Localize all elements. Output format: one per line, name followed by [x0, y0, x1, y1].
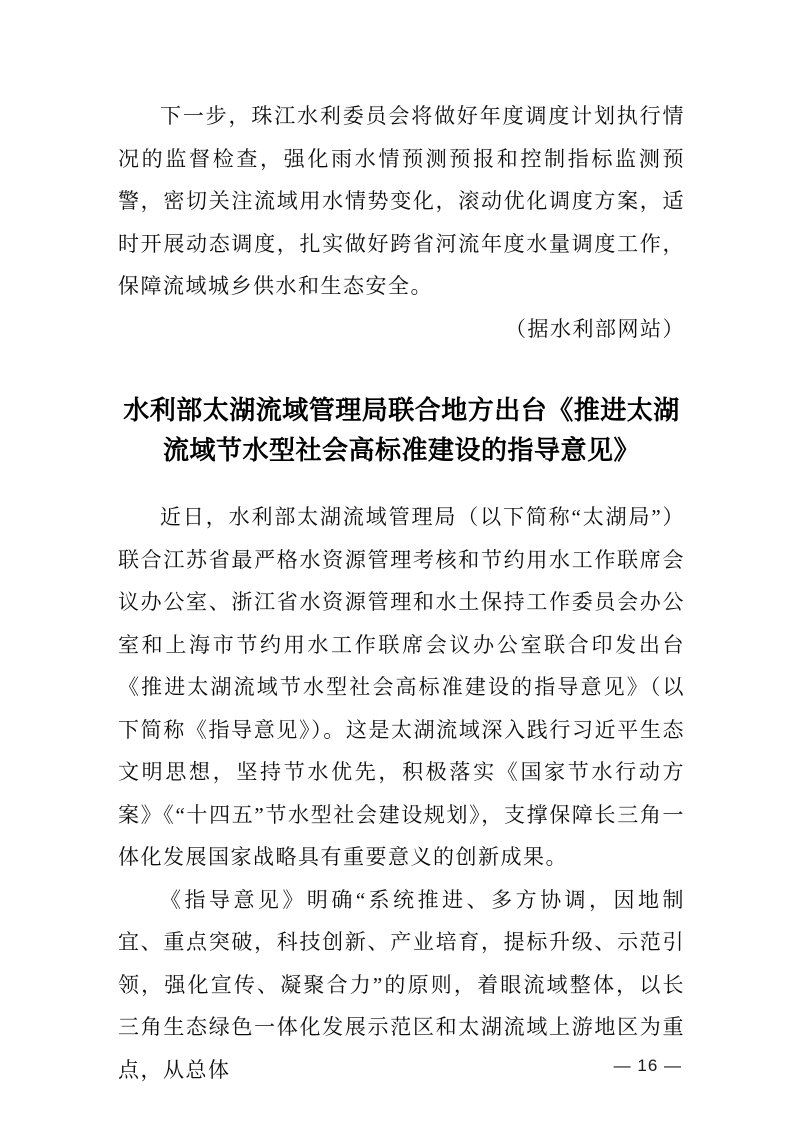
- article-paragraph-1: 近日，水利部太湖流域管理局（以下简称“太湖局”）联合江苏省最严格水资源管理考核和节约用水工作联席会议办公室、浙江省水资源管理和水土保持工作委员会办公室和上海市节约用水工作联席会议办公室联合印发出台《推进太湖流域节水型社会高标准建设的指导意见》（以下简称《指导意见》）。这是太湖流域深入践行习近平生态文明思想，坚持节水优先，积极落实《国家节水行动方案》《“十四五”节水型社会建设规划》，支撑保障长三角一体化发展国家战略具有重要意义的创新成果。: [118, 505, 685, 869]
- page-number: — 16 —: [613, 1056, 682, 1075]
- source-attribution: （据水利部网站）: [505, 316, 685, 341]
- article-title: 水利部太湖流域管理局联合地方出台《推进太湖流域节水型社会高标准建设的指导意见》: [123, 395, 680, 465]
- article-paragraph-2: 《指导意见》明确“系统推进、多方协调，因地制宜、重点突破，科技创新、产业培育，提标升级、示范引领，强化宣传、凝聚合力”的原则，着眼流域整体，以长三角生态绿色一体化发展示范区和太湖流域上游地区为重点，从总体: [118, 887, 685, 1082]
- previous-article-closing-paragraph: 下一步，珠江水利委员会将做好年度调度计划执行情况的监督检查，强化雨水情预测预报和控制指标监测预警，密切关注流域用水情势变化，滚动优化调度方案，适时开展动态调度，扎实做好跨省河流年度水量调度工作，保障流域城乡供水和生态安全。: [118, 104, 685, 298]
